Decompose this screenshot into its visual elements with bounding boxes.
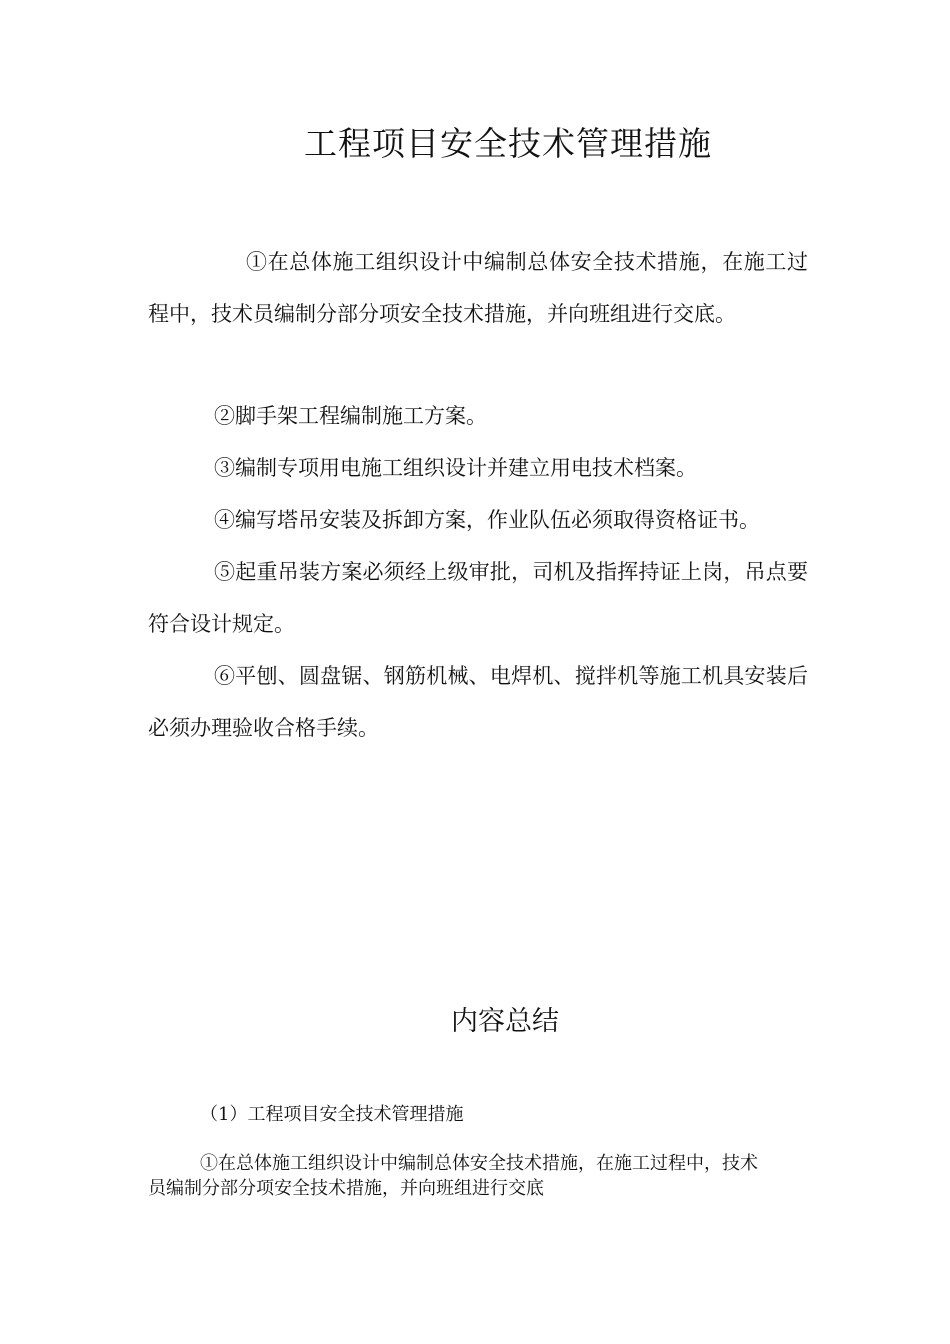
summary-title: 内容总结	[451, 1006, 559, 1037]
measure-paragraph-3: ③编制专项用电施工组织设计并建立用电技术档案。	[214, 456, 697, 480]
measure-paragraph-6: ⑥平刨、圆盘锯、钢筋机械、电焊机、搅拌机等施工机具安装后必须办理验收合格手续。	[148, 664, 808, 740]
measure-paragraph-4: ④编写塔吊安装及拆卸方案，作业队伍必须取得资格证书。	[214, 508, 760, 532]
summary-text: ①在总体施工组织设计中编制总体安全技术措施，在施工过程中，技术员编制分部分项安全技术措施，并向班组进行交底	[148, 1153, 758, 1199]
summary-subtitle: （1）工程项目安全技术管理措施	[200, 1104, 464, 1125]
measure-paragraph-5: ⑤起重吊装方案必须经上级审批，司机及指挥持证上岗，吊点要符合设计规定。	[148, 560, 808, 636]
measure-paragraph-2: ②脚手架工程编制施工方案。	[214, 404, 487, 428]
document-title: 工程项目安全技术管理措施	[304, 124, 712, 163]
measure-paragraph-1: ①在总体施工组织设计中编制总体安全技术措施，在施工过程中，技术员编制分部分项安全技术措施，并向班组进行交底。	[148, 250, 808, 326]
